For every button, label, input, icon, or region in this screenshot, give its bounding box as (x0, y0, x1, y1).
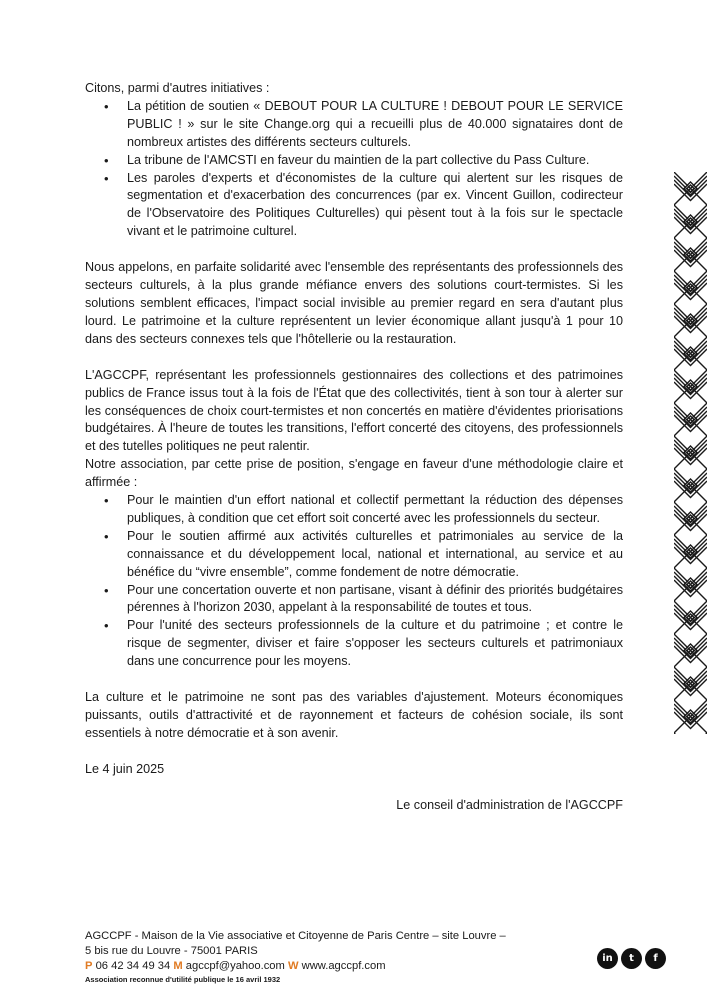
decorative-pattern-icon (674, 172, 707, 734)
list-item: • La pétition de soutien « DEBOUT POUR LA CULTURE ! DEBOUT POUR LE SERVICE PUBLIC ! » sur le site Change.org qui a recueilli plus de 40.000 signataires dont de nombreux artistes des différents secteurs culturels. (85, 98, 623, 152)
footer-address-line1: AGCCPF - Maison de la Vie associative et Citoyenne de Paris Centre – site Louvre – (85, 930, 506, 942)
paragraph-methodology: Notre association, par cette prise de position, s'engage en faveur d'une méthodologie claire et affirmée : (85, 457, 623, 490)
phone-label: P (85, 960, 93, 972)
twitter-icon[interactable]: t (621, 948, 642, 969)
social-links (597, 948, 666, 969)
web-label: W (287, 960, 299, 972)
date: Le 4 juin 2025 (85, 761, 165, 776)
footer-address-line2: 5 bis rue du Louvre - 75001 PARIS (85, 945, 258, 957)
intro-text: Citons, parmi d'autres initiatives : (85, 81, 270, 95)
paragraph-agccpf: L'AGCCPF, représentant les professionnels gestionnaires des collections et des patrimoines publics de France issus tout à la fois de l'État que des collectivités, tient à son tour à alerter sur les conséquences de choix court-termistes et non concertés en matière d'évidentes priorisations budgétaires. À l'heure de toutes les transitions, l'effort concerté des citoyens, des professionnels et des tutelles politiques ne peut ralentir. (85, 367, 623, 454)
mail-label: M (173, 960, 183, 972)
signature: Le conseil d'administration de l'AGCCPF (396, 797, 623, 812)
list-item: • Pour l'unité des secteurs professionnels de la culture et du patrimoine ; et contre le risque de segmenter, diviser et faire s'opposer les secteurs culturels et patrimoniaux dans une concurrence pour les moyens. (85, 617, 623, 671)
legal-notice: Association reconnue d'utilité publique le 16 avril 1932 (85, 975, 281, 984)
paragraph-conclusion: La culture et le patrimoine ne sont pas des variables d'ajustement. Moteurs économiques puissants, outils d'attractivité et de rayonnement et facteurs de cohésion sociale, ils sont essentiels à notre démocratie et à son avenir. (85, 690, 623, 740)
facebook-icon[interactable]: f (645, 948, 666, 969)
list-item: • Les paroles d'experts et d'économistes de la culture qui alertent sur les risques de segmentation et d'exacerbation des concurrences (par ex. Vincent Guillon, codirecteur de l'Observatoire des Politiques Culturelles) qui pèsent tout à la fois sur le spectacle vivant et le patrimoine culturel. (85, 170, 623, 242)
letter-body (85, 80, 623, 815)
list-item: • La tribune de l'AMCSTI en faveur du maintien de la part collective du Pass Culture. (85, 152, 623, 170)
paragraph-solidarity: Nous appelons, en parfaite solidarité avec l'ensemble des représentants des professionnels des secteurs culturels, à la plus grande méfiance envers des solutions court-termistes. Si les solutions semblent efficaces, l'impact social invisible au premier regard en sera d'autant plus lourd. Le patrimoine et la culture représentent un levier économique allant jusqu'à 1 pour 10 dans des secteurs connexes tels que l'hôtellerie ou la restauration. (85, 260, 623, 346)
list-item: • Pour une concertation ouverte et non partisane, visant à définir des priorités budgétaires pérennes à l'horizon 2030, appelant à la responsabilité de toutes et tous. (85, 582, 623, 618)
initiatives-list (85, 98, 623, 241)
commitments-list (85, 492, 623, 671)
email-link[interactable]: agccpf@yahoo.com (185, 960, 285, 972)
website-link[interactable]: www.agccpf.com (301, 960, 386, 972)
footer-contact (85, 959, 555, 974)
footer (85, 929, 555, 985)
linkedin-icon[interactable]: in (597, 948, 618, 969)
list-item: • Pour le soutien affirmé aux activités culturelles et patrimoniales au service de la connaissance et du développement local, national et international, au service et au bénéfice du “vivre ensemble”, comme fondement de notre démocratie. (85, 528, 623, 582)
list-item: • Pour le maintien d'un effort national et collectif permettant la réduction des dépenses publiques, à condition que cet effort soit concerté avec les professionnels du secteur. (85, 492, 623, 528)
phone-number[interactable]: 06 42 34 49 34 (95, 960, 171, 972)
